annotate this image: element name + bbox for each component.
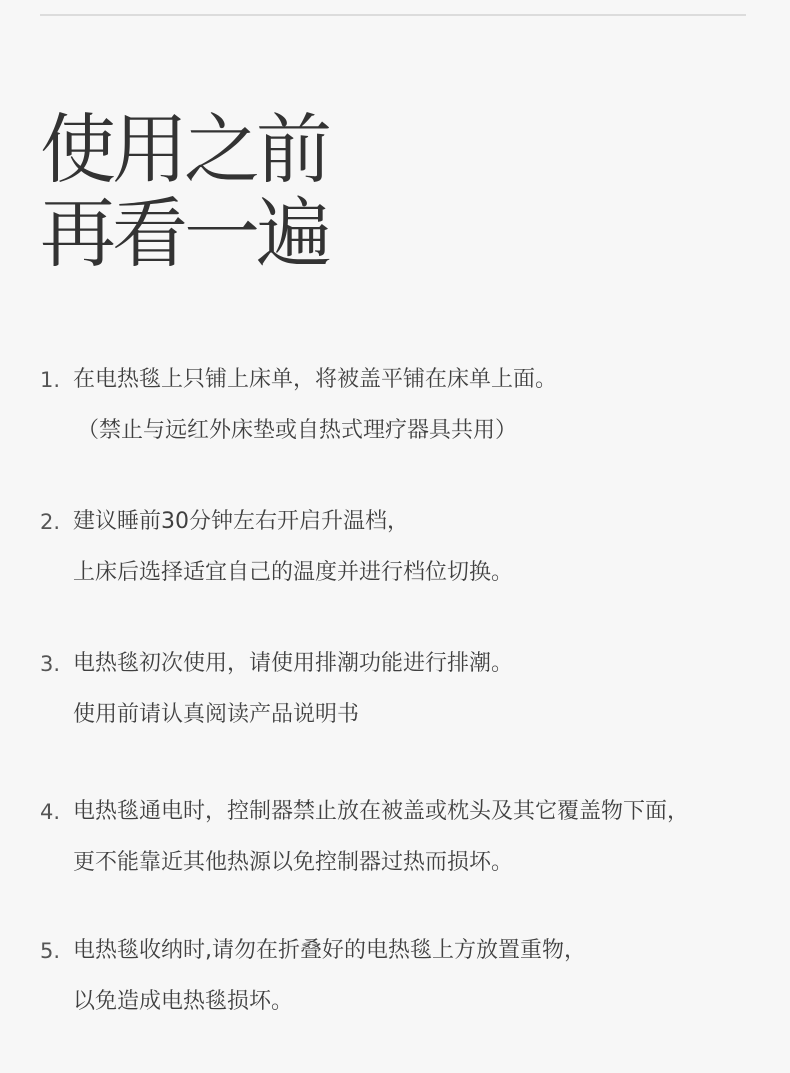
list-item [40,792,760,883]
item-text: （禁止与远红外床垫或自热式理疗器具共用） [77,418,518,443]
item-text: 电热毯通电时，控制器禁止放在被盖或枕头及其它覆盖物下面， [73,799,690,824]
item-text: 上床后选择适宜自己的温度并进行档位切换。 [73,560,514,585]
list-item [40,644,760,735]
list-item [40,502,760,593]
title-line-2: 再看一遍 [40,189,328,278]
item-text: 电热毯初次使用，请使用排潮功能进行排潮。 [73,651,514,676]
title-line-1: 使用之前 [40,105,328,194]
item-text: 建议睡前30分钟左右开启升温档， [73,509,409,534]
list-item [40,931,760,1022]
item-number: 3. [40,652,61,676]
usage-notes-list [40,360,760,1073]
item-text: 以免造成电热毯损坏。 [73,989,294,1014]
item-number: 1. [40,368,61,392]
item-number: 2. [40,510,61,534]
list-item [40,360,760,451]
item-number: 4. [40,800,61,824]
item-text: 使用前请认真阅读产品说明书 [73,702,360,727]
item-text: 在电热毯上只铺上床单，将被盖平铺在床单上面。 [73,367,558,392]
page-title [40,105,328,278]
top-divider [40,14,746,16]
item-text: 更不能靠近其他热源以免控制器过热而损坏。 [73,850,514,875]
item-text: 电热毯收纳时,请勿在折叠好的电热毯上方放置重物， [73,938,586,963]
item-number: 5. [40,939,61,963]
